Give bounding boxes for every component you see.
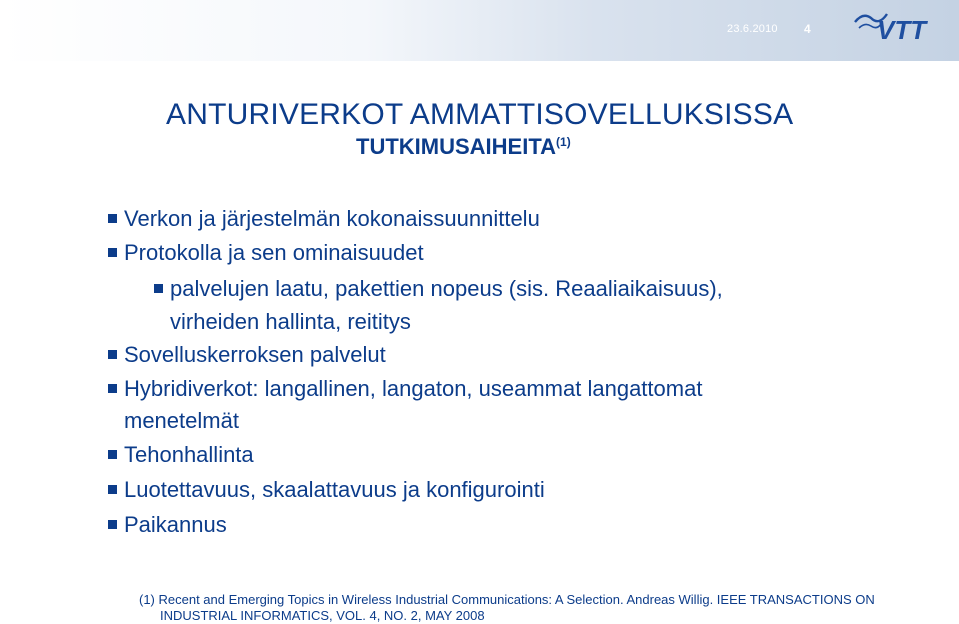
bullet-marker [108, 384, 117, 393]
bullet-marker [108, 248, 117, 257]
bullet-marker [108, 350, 117, 359]
sub-bullet-marker [154, 284, 163, 293]
subtitle-text: TUTKIMUSAIHEITA [356, 134, 557, 159]
slide-page-number: 4 [804, 22, 811, 36]
bullet-item: Paikannus [124, 512, 227, 537]
bullet-item: Verkon ja järjestelmän kokonaissuunnittelu [124, 206, 540, 231]
subtitle-reference: (1) [556, 135, 571, 149]
bullet-item: Tehonhallinta [124, 442, 254, 467]
footnote-line-1: (1) Recent and Emerging Topics in Wireless Industrial Communications: A Selection. Andreas Willig. IEEE TRANSACTIONS ON [139, 592, 875, 607]
sub-bullet-item: palvelujen laatu, pakettien nopeus (sis. Reaaliaikaisuus), [170, 276, 723, 301]
bullet-item: Luotettavuus, skaalattavuus ja konfigurointi [124, 477, 545, 502]
footnote-line-2: INDUSTRIAL INFORMATICS, VOL. 4, NO. 2, MAY 2008 [160, 608, 485, 623]
vtt-logo [853, 8, 945, 40]
slide-title: ANTURIVERKOT AMMATTISOVELLUKSISSA [166, 98, 794, 131]
bullet-marker [108, 214, 117, 223]
bullet-item: Sovelluskerroksen palvelut [124, 342, 386, 367]
bullet-marker [108, 450, 117, 459]
slide-header-bar [0, 0, 959, 61]
bullet-marker [108, 485, 117, 494]
bullet-marker [108, 520, 117, 529]
reference-footnote [139, 592, 949, 624]
slide-date: 23.6.2010 [727, 23, 778, 35]
sub-bullet-continuation: virheiden hallinta, reititys [170, 309, 411, 334]
bullet-continuation: menetelmät [124, 408, 239, 433]
bullet-item: Hybridiverkot: langallinen, langaton, useammat langattomat [124, 376, 703, 401]
slide-subtitle [356, 134, 571, 160]
bullet-item: Protokolla ja sen ominaisuudet [124, 240, 424, 265]
svg-text:VTT: VTT [877, 15, 927, 40]
